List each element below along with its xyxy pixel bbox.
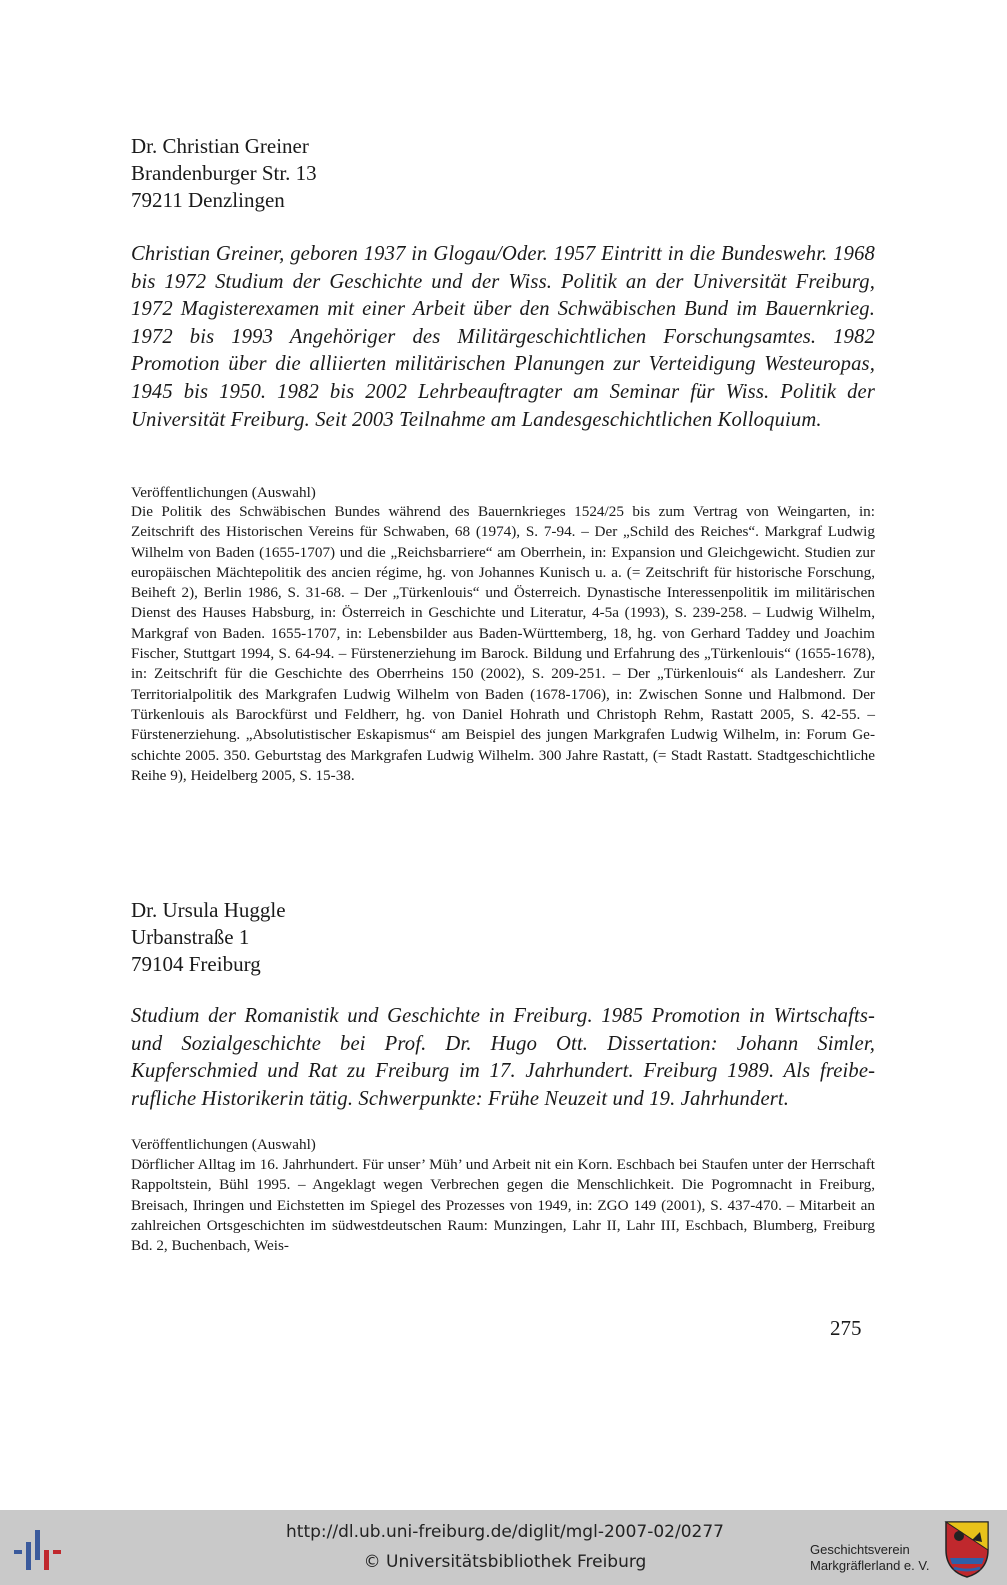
footer-copyright: © Universitätsbibliothek Freiburg — [363, 1552, 647, 1572]
biography-huggle: Studium der Romanistik und Geschichte in Freiburg. 1985 Promotion in Wirtschafts- und Sozialgeschichte bei Prof. Dr. Hugo Ott. Dissertation: Johann Simler, Kupferschmied und Rat zu Freiburg im 17. Jahrhundert. Freiburg 1989. Als freiberufliche Historikerin tätig. Schwerpunkte: Frühe Neuzeit und 19. Jahrhundert. — [131, 1005, 875, 1110]
author-city: 79211 Denzlingen — [131, 188, 285, 212]
ub-freiburg-logo-icon — [12, 1528, 64, 1572]
page-number: 275 — [830, 1316, 862, 1340]
society-name — [810, 1542, 935, 1574]
author-street: Urbanstraße 1 — [131, 925, 250, 949]
coat-of-arms-icon — [944, 1520, 990, 1578]
address-block-greiner — [131, 133, 875, 214]
publications-heading: Veröffentlichungen (Auswahl) — [131, 1136, 316, 1153]
biography-greiner: Christian Greiner, geboren 1937 in Glogau/Oder. 1957 Eintritt in die Bundeswehr. 1968 bis 1972 Studium der Geschichte und der Wiss. Politik an der Universität Freiburg, 1972 Magisterexamen mit einer Arbeit über den Schwäbischen Bund im Bauernkrieg. 1972 bis 1993 Angehöriger des Militärgeschichtlichen Forschungsamtes. 1982 Promotion über die alliierten militärischen Planungen zur Verteidigung Westeuropas, 1945 bis 1950. 1982 bis 2002 Lehrbeauftragter am Seminar für Wiss. Politik der Universität Freiburg. Seit 2003 Teilnahme am Landesgeschichtlichen Kolloquium. — [131, 243, 875, 431]
publications-list-huggle: Dörflicher Alltag im 16. Jahrhundert. Für unser’ Müh’ und Arbeit nit ein Korn. Eschbach bei Staufen unter der Herrschaft Rappoltstein, Bühl 1995. – Angeklagt wegen Verbrechen gegen die Menschlichkeit. Die Pogromnacht in Freiburg, Breisach, Ihringen und Eichstetten im Spiegel des Prozesses von 1949, in: ZGO 149 (2001), S. 437-470. – Mitarbeit an zahlreichen Ortsgeschichten im südwestdeutschen Raum: Munzingen, Lahr II, Lahr III, Eschbach, Blumberg, Freiburg Bd. 2, Buchenbach, Weis- — [131, 1156, 875, 1255]
author-street: Brandenburger Str. 13 — [131, 161, 317, 185]
publications-heading: Veröffentlichungen (Auswahl) — [131, 484, 316, 501]
publications-list-greiner: Die Politik des Schwäbischen Bundes während des Bauernkrieges 1524/25 bis zum Vertrag von Weingarten, in: Zeitschrift des Historischen Vereins für Schwaben, 68 (1974), S. 7-94. – Der „Schild des Reiches“. Markgraf Ludwig Wilhelm von Baden (1655-1707) und die „Reichsbarriere“ am Oberrhein, in: Expansion und Gleichgewicht. Studien zur europäischen Mächtepolitik des ancien régime, hg. von Johannes Kunisch u. a. (= Zeitschrift für historische Forschung, Beiheft 2), Berlin 1986, S. 31-68. – Der „Türkenlouis“ und Österreich. Dynastische Interessenpolitik im militärischen Dienst des Hauses Habsburg, in: Österreich in Geschichte und Literatur, 4-5a (1993), S. 239-258. – Ludwig Wilhelm, Markgraf von Baden. 1655-1707, in: Lebensbilder aus Baden-Württemberg, 18, hg. von Gerhard Taddey und Joachim Fischer, Stuttgart 1994, S. 64-94. – Fürstenerziehung im Barock. Bildung und Erfahrung des „Türkenlouis“ (1655-1678), in: Zeitschrift für die Geschichte des Oberrheins 150 (2002), S. 209-251. – Der „Türkenlouis“ als Landesherr. Zur Territorialpolitik des Markgrafen Ludwig Wilhelm von Baden (1678-1706), in: Zwischen Sonne und Halbmond. Der Türkenlouis als Barockfürst und Feldherr, hg. von Daniel Hohrath und Christoph Rehm, Rastatt 2005, S. 42-55. – Fürstenerziehung. „Absolutistischer Eskapismus“ am Beispiel des jungen Markgrafen Ludwig Wilhelm, in: Forum Geschichte 2005. 350. Geburtstag des Markgrafen Ludwig Wilhelm. 300 Jahre Rastatt, (= Stadt Rastatt. Stadtgeschichtliche Reihe 9), Heidelberg 2005, S. 15-38. — [131, 503, 875, 784]
footer-url-link[interactable]: http://dl.ub.uni-freiburg.de/diglit/mgl-2007-02/0277 — [286, 1522, 724, 1542]
society-line-2: Markgräflerland e. V. — [810, 1558, 930, 1573]
author-name: Dr. Christian Greiner — [131, 134, 309, 158]
author-city: 79104 Freiburg — [131, 952, 261, 976]
address-block-huggle — [131, 897, 875, 978]
author-name: Dr. Ursula Huggle — [131, 898, 286, 922]
society-line-1: Geschichtsverein — [810, 1542, 910, 1557]
footer-bar — [0, 1510, 1007, 1585]
